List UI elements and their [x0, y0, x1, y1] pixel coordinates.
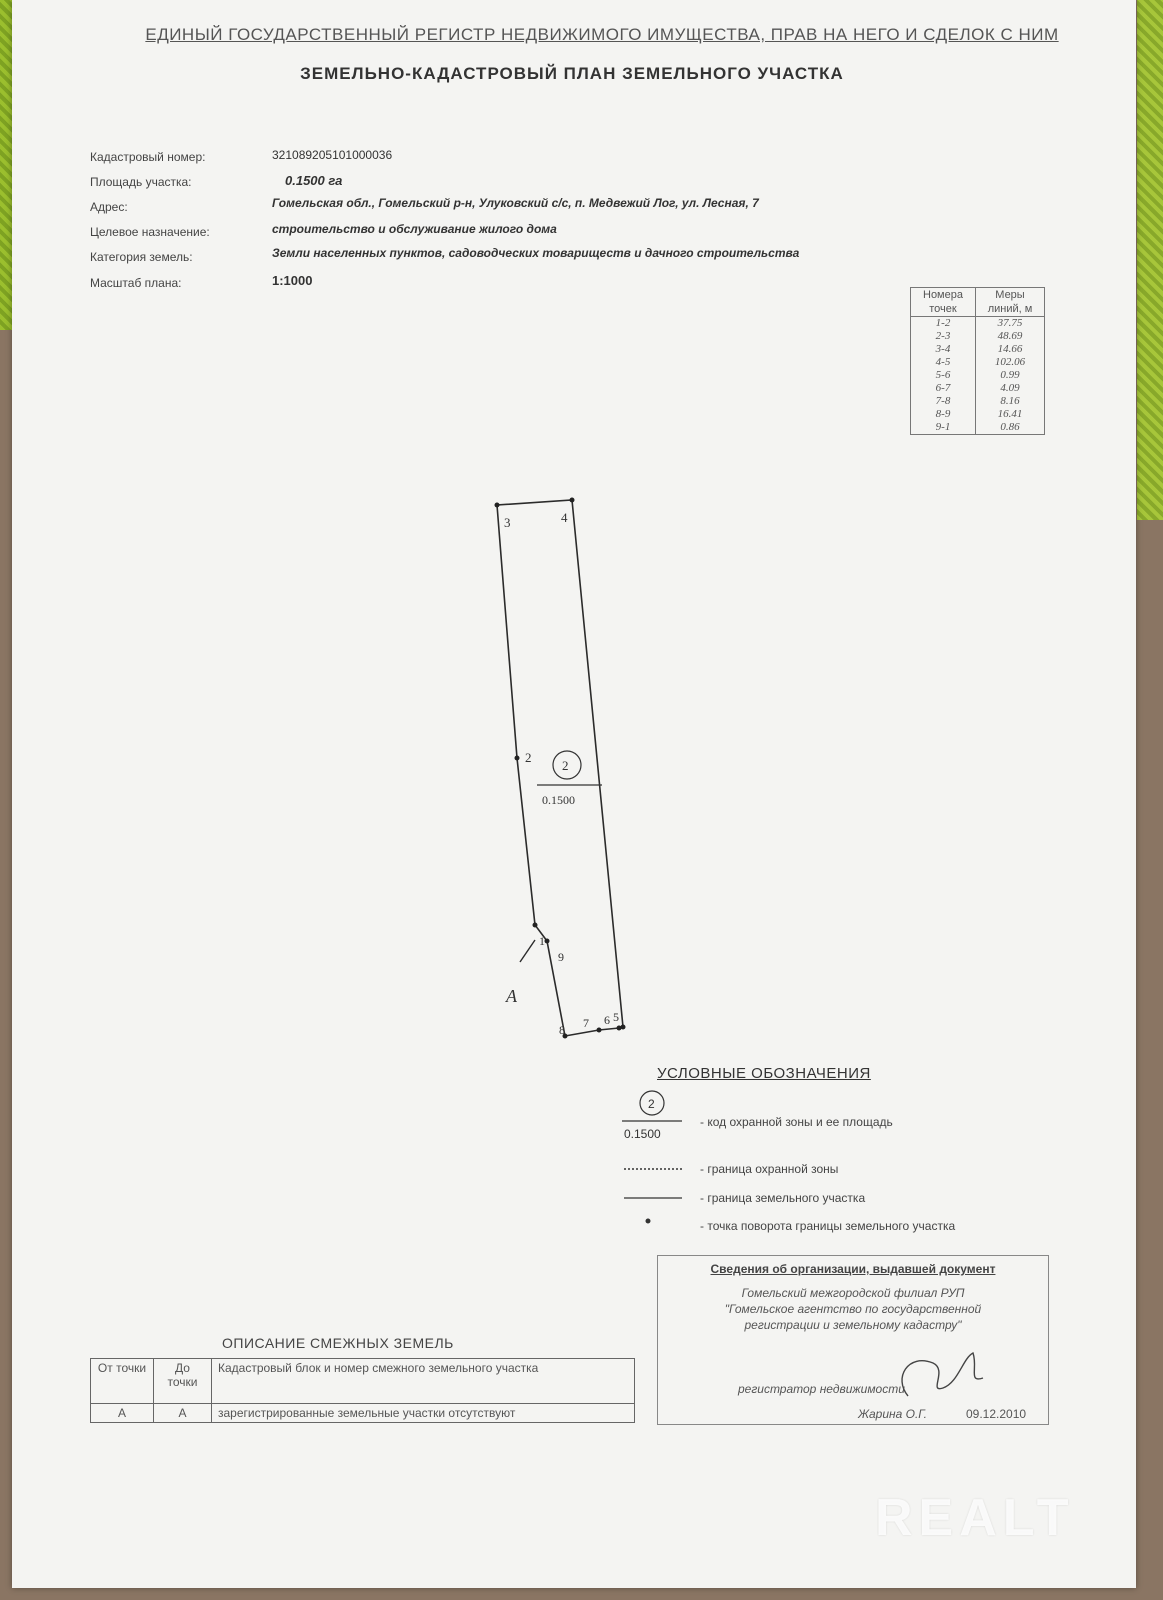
measures-segment: 1-2 — [911, 317, 976, 331]
adj-row-to: А — [154, 1404, 212, 1423]
cadastral-number-value: 321089205101000036 — [272, 148, 393, 162]
address-value: Гомельская обл., Гомельский р-н, Улуковский с/с, п. Медвежий Лог, ул. Лесная, 7 — [272, 196, 759, 210]
point-label-2: 2 — [525, 750, 532, 765]
point-label-8: 8 — [559, 1023, 565, 1037]
adjacent-lands-table — [90, 1358, 635, 1423]
registrar-role: регистратор недвижимости — [738, 1382, 905, 1396]
legend-point-dot — [646, 1219, 651, 1224]
measures-segment: 5-6 — [911, 369, 976, 382]
legend-item-zone-code: - код охранной зоны и ее площадь — [700, 1115, 893, 1129]
adjacent-pointer — [520, 940, 535, 962]
boundary-point-3 — [495, 503, 500, 508]
background-fabric-right — [1137, 0, 1163, 520]
legend-point-symbol — [642, 1215, 654, 1227]
boundary-point-1 — [533, 923, 538, 928]
legend-zone-area: 0.1500 — [624, 1127, 661, 1141]
document-sheet — [12, 0, 1136, 1588]
measures-segment: 4-5 — [911, 356, 976, 369]
legend-item-plot-border: - граница земельного участка — [700, 1191, 866, 1205]
measures-header-points: Номера точек — [911, 288, 976, 317]
legend-item-zone-border: - граница охранной зоны — [700, 1162, 839, 1176]
area-label: Площадь участка: — [90, 175, 192, 189]
legend-zone-code: 2 — [648, 1097, 655, 1111]
scale-label: Масштаб плана: — [90, 276, 182, 290]
land-category-label: Категория земель: — [90, 250, 193, 264]
measures-length: 8.16 — [976, 395, 1045, 408]
issue-date: 09.12.2010 — [966, 1407, 1027, 1421]
area-value: 0.1500 га — [285, 173, 343, 188]
measures-length: 48.69 — [976, 330, 1045, 343]
measures-length: 37.75 — [976, 317, 1045, 331]
signer-name: Жарина О.Г. — [858, 1407, 927, 1421]
organization-line-1: Гомельский межгородской филиал РУП — [741, 1286, 965, 1300]
measures-header-lengths: Меры линий, м — [976, 288, 1045, 317]
boundary-point-9 — [545, 939, 550, 944]
point-label-1: 1 — [539, 934, 545, 948]
organization-line-2: "Гомельское агентство по государственной — [724, 1302, 982, 1316]
adj-row-from: А — [91, 1404, 154, 1423]
measures-length: 16.41 — [976, 408, 1045, 421]
adj-row-description: зарегистрированные земельные участки отсутствуют — [212, 1404, 635, 1423]
registry-header: ЕДИНЫЙ ГОСУДАРСТВЕННЫЙ РЕГИСТР НЕДВИЖИМОГО ИМУЩЕСТВА, ПРАВ НА НЕГО И СДЕЛОК С НИМ — [145, 25, 1059, 44]
measures-segment: 6-7 — [911, 382, 976, 395]
handwritten-signature — [888, 1338, 998, 1408]
boundary-point-6 — [617, 1026, 622, 1031]
realt-watermark-logo: REALT — [875, 1489, 1075, 1547]
issuing-organization-box — [657, 1255, 1049, 1425]
measures-length: 0.86 — [976, 421, 1045, 435]
adj-header-to: До точки — [154, 1359, 212, 1404]
point-label-6: 6 — [604, 1013, 610, 1027]
measures-segment: 7-8 — [911, 395, 976, 408]
address-label: Адрес: — [90, 200, 128, 214]
legend-symbols — [612, 1090, 692, 1210]
measures-length: 102.06 — [976, 356, 1045, 369]
measures-segment: 3-4 — [911, 343, 976, 356]
organization-line-3: регистрации и земельному кадастру" — [744, 1318, 962, 1332]
measures-segment: 8-9 — [911, 408, 976, 421]
legend-item-turn-point: - точка поворота границы земельного участка — [700, 1219, 956, 1233]
cadastral-number-label: Кадастровый номер: — [90, 150, 206, 164]
zone-area: 0.1500 — [542, 793, 575, 807]
document-title: ЗЕМЕЛЬНО-КАДАСТРОВЫЙ ПЛАН ЗЕМЕЛЬНОГО УЧАСТКА — [300, 64, 844, 83]
boundary-point-2 — [515, 756, 520, 761]
boundary-point-4 — [570, 498, 575, 503]
point-label-4: 4 — [561, 510, 568, 525]
adj-header-from: От точки — [91, 1359, 154, 1404]
purpose-label: Целевое назначение: — [90, 225, 210, 239]
adjacent-lands-title: ОПИСАНИЕ СМЕЖНЫХ ЗЕМЕЛЬ — [222, 1335, 454, 1351]
adj-header-cadastral: Кадастровый блок и номер смежного земельного участка — [212, 1359, 635, 1404]
organization-title: Сведения об организации, выдавшей документ — [710, 1262, 996, 1276]
point-label-9: 9 — [558, 950, 564, 964]
measures-length: 0.99 — [976, 369, 1045, 382]
point-label-7: 7 — [583, 1016, 589, 1030]
adjacent-marker-label: А — [506, 986, 517, 1006]
zone-code: 2 — [562, 758, 569, 773]
point-label-5: 5 — [613, 1010, 619, 1024]
land-category-value: Земли населенных пунктов, садоводческих товариществ и дачного строительства — [272, 246, 800, 260]
purpose-value: строительство и обслуживание жилого дома — [272, 222, 557, 236]
measures-segment: 9-1 — [911, 421, 976, 435]
legend-title: УСЛОВНЫЕ ОБОЗНАЧЕНИЯ — [657, 1065, 871, 1082]
point-label-3: 3 — [504, 515, 511, 530]
boundary-point-7 — [597, 1028, 602, 1033]
measures-segment: 2-3 — [911, 330, 976, 343]
measures-length: 14.66 — [976, 343, 1045, 356]
signature-stroke — [902, 1353, 983, 1396]
measures-length: 4.09 — [976, 382, 1045, 395]
scale-value: 1:1000 — [272, 273, 313, 288]
